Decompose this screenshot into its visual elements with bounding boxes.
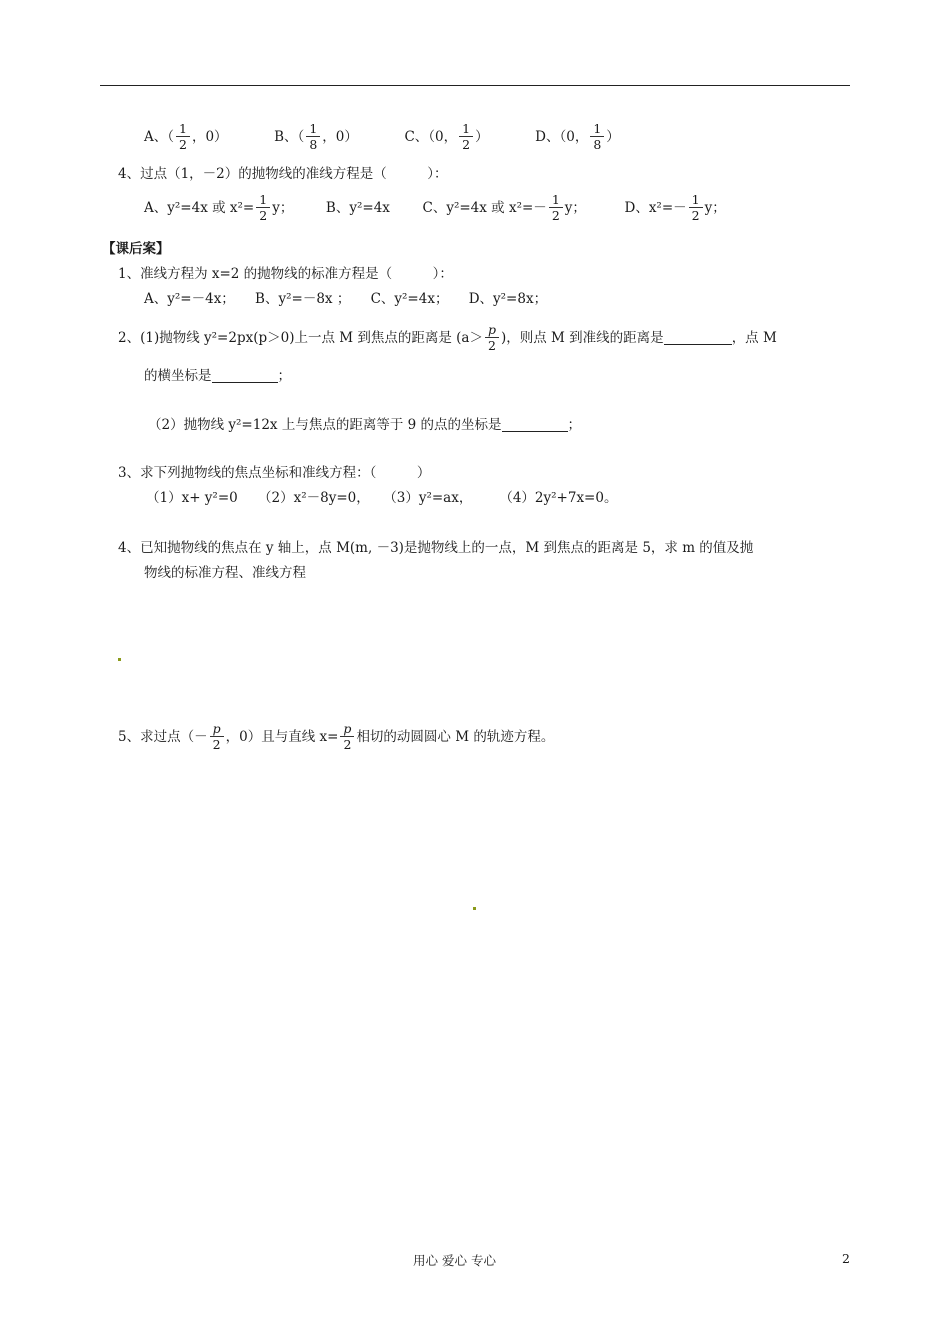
option-a-suffix: ，0） xyxy=(191,128,228,145)
fraction: $\frac{1}{2}$ xyxy=(176,121,190,152)
h2-part1-line2: 的横坐标是 ； xyxy=(144,367,291,384)
q4-stem: 4、过点（1，－2）的抛物线的准线方程是（ ）： xyxy=(118,166,448,182)
q3-options xyxy=(144,121,620,152)
h1-options: A、y²=－4x； B、y²=－8x ； C、y²=4x； D、y²=8x； xyxy=(144,291,548,307)
header-rule xyxy=(100,85,850,86)
h5-stem: 5、求过点（－ $\frac{p}{2}$ ，0）且与直线 x= $\frac{p}{2}$ 相切的动圆圆心 M 的轨迹方程。 xyxy=(118,721,555,752)
option-a-prefix: A、（ xyxy=(144,128,174,145)
h3-stem: 3、求下列抛物线的焦点坐标和准线方程：（ ） xyxy=(118,465,431,481)
q4-options: A、y²=4x 或 x²= $\frac{1}{2}$ y； B、y²=4x C、y²=4x 或 x²=－ $\frac{1}{2}$ y； D、x²=－ $\frac{1}{2}$ y； xyxy=(144,192,726,223)
footer-center: 用心 爱心 专心 xyxy=(413,1253,496,1268)
answer-blank[interactable] xyxy=(664,330,732,345)
artifact-dot xyxy=(118,658,121,661)
h4-line2: 物线的标准方程、准线方程 xyxy=(144,565,306,581)
fraction: $\frac{1}{2}$ xyxy=(459,121,473,152)
h1-stem: 1、准线方程为 x=2 的抛物线的标准方程是（ ）： xyxy=(118,266,453,282)
option-b-suffix: ，0） xyxy=(322,128,358,145)
h2-part2: （2）抛物线 y²=12x 上与焦点的距离等于 9 的点的坐标是 ； xyxy=(148,416,581,433)
fraction: $\frac{p}{2}$ xyxy=(340,721,354,752)
option-c-suffix: ） xyxy=(475,128,489,145)
page-number: 2 xyxy=(842,1251,850,1266)
fraction: $\frac{1}{2}$ xyxy=(689,192,703,223)
fraction: $\frac{1}{2}$ xyxy=(549,192,563,223)
answer-blank[interactable] xyxy=(212,368,278,383)
fraction: $\frac{p}{2}$ xyxy=(210,721,224,752)
section-title: 【课后案】 xyxy=(102,241,170,257)
option-d-prefix: D、（0， xyxy=(535,128,589,145)
h4-line1: 4、已知抛物线的焦点在 y 轴上，点 M(m, －3)是抛物线上的一点，M 到焦点的距离是 5，求 m 的值及抛 xyxy=(118,540,754,556)
fraction: $\frac{1}{2}$ xyxy=(256,192,270,223)
option-b-prefix: B、（ xyxy=(274,128,305,145)
artifact-dot xyxy=(473,907,476,910)
option-d-suffix: ） xyxy=(606,128,620,145)
option-c-prefix: C、（0， xyxy=(404,128,458,145)
fraction: $\frac{p}{2}$ xyxy=(485,322,499,353)
fraction: $\frac{1}{8}$ xyxy=(306,121,320,152)
h3-items: （1）x+ y²=0 （2）x²－8y=0， （3）y²=ax， （4）2y²+7x=0。 xyxy=(146,490,618,506)
h2-part1: 2、(1)抛物线 y²=2px(p＞0)上一点 M 到焦点的距离是 (a＞ $\frac{p}{2}$ )，则点 M 到准线的距离是 ，点 M xyxy=(118,322,777,353)
fraction: $\frac{1}{8}$ xyxy=(590,121,604,152)
answer-blank[interactable] xyxy=(502,417,568,432)
